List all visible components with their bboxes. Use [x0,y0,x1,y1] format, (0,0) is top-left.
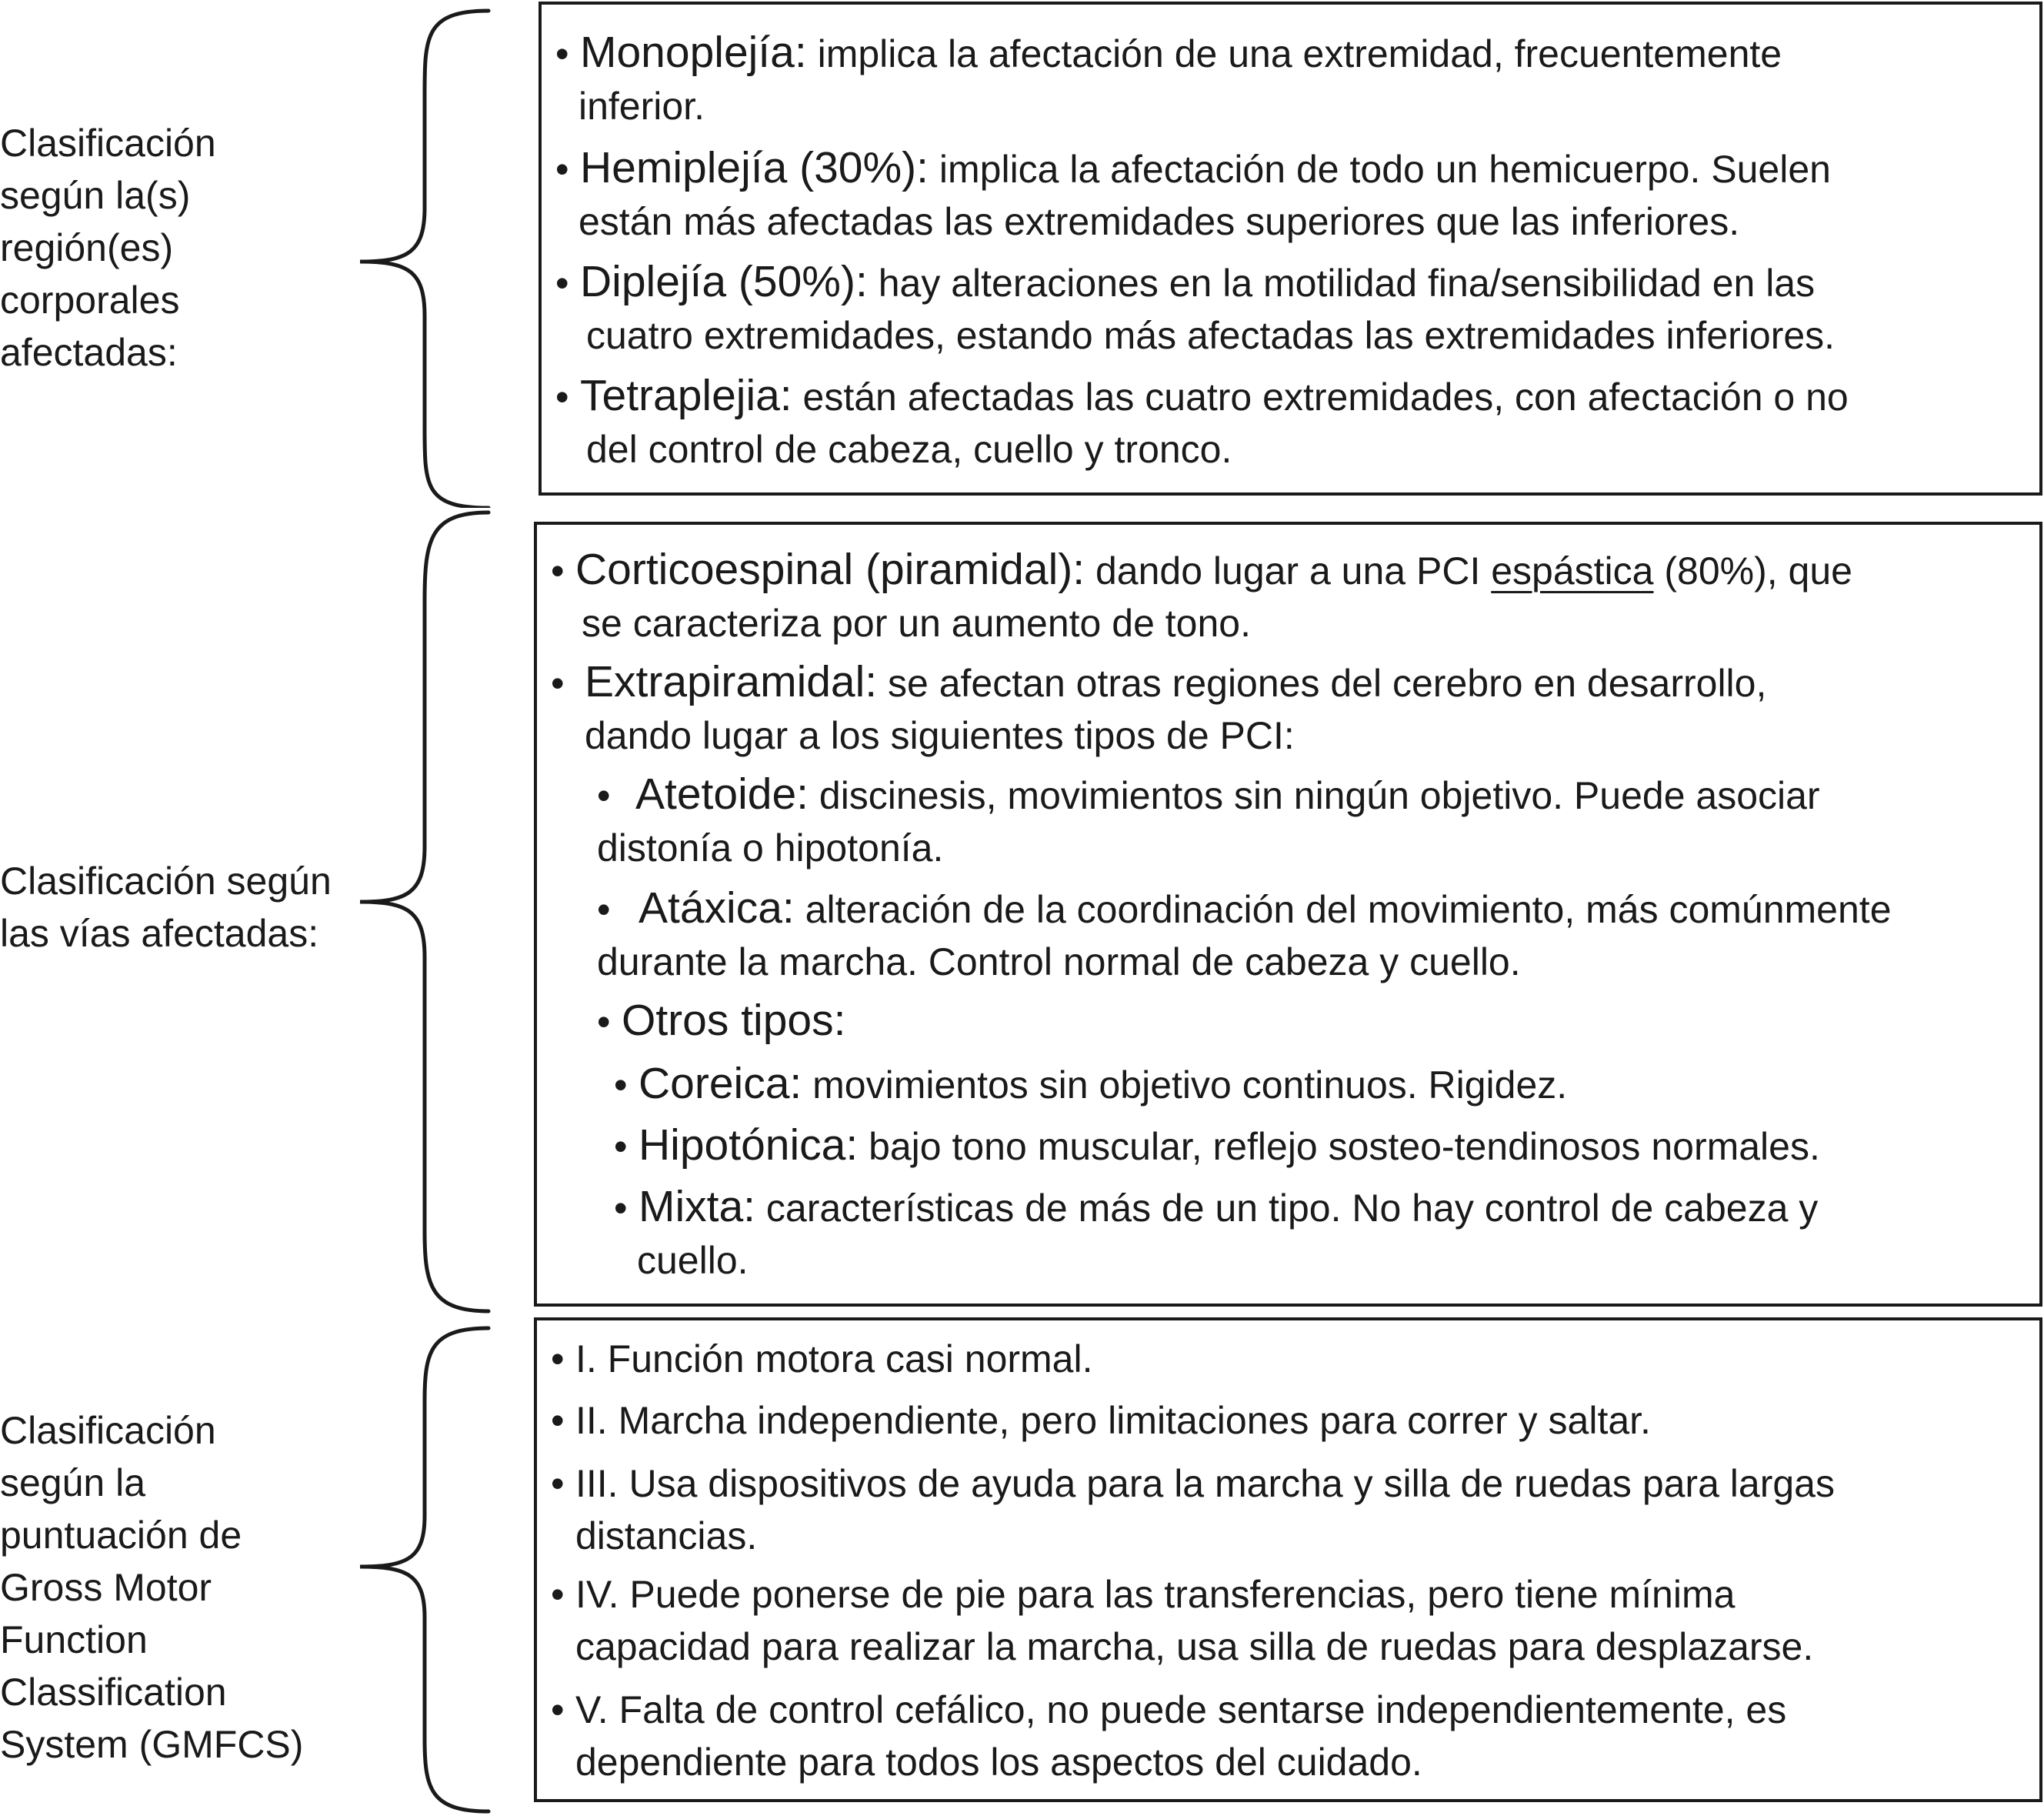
panel-body-regions [539,2,2042,496]
list-item-gmfcs-iv: • IV. Puede ponerse de pie para las transferencias, pero tiene mínima capacidad para realizar la marcha, usa silla de ruedas para desplazarse. [551,1573,1814,1668]
list-item-monoplejia: • Monoplejía: implica la afectación de una extremidad, frecuentemente inferior. [555,28,1782,128]
list-item-ataxica: • Atáxica: alteración de la coordinación del movimiento, más comúnmente durante la marcha. Control normal de cabeza y cuello. [597,883,1892,983]
category-label-body-regions: Clasificación según la(s) región(es) corporales afectadas: [0,122,216,374]
list-item-hemiplejia: • Hemiplejía (30%): implica la afectación de todo un hemicuerpo. Suelen están más afectadas las extremidades superiores que las inferiores. [555,143,1831,243]
curly-brace-3 [354,1324,492,1816]
curly-brace-2 [354,508,492,1316]
list-item-gmfcs-iii: • III. Usa dispositivos de ayuda para la marcha y silla de ruedas para largas distancias. [551,1462,1835,1557]
list-item-corticoespinal: • Corticoespinal (piramidal): dando lugar a una PCI espástica (80%), que se caracteriza por un aumento de tono. [551,545,1852,645]
list-item-otros-tipos: • Otros tipos: [597,996,846,1045]
category-label-affected-pathways: Clasificación según las vías afectadas: [0,860,332,955]
list-item-diplejia: • Diplejía (50%): hay alteraciones en la motilidad fina/sensibilidad en las cuatro extremidades, estando más afectadas las extremidades inferiores. [555,257,1836,357]
curly-brace-1 [354,8,492,508]
list-item-tetraplejia: • Tetraplejia: están afectadas las cuatro extremidades, con afectación o no del control de cabeza, cuello y tronco. [555,371,1849,471]
panel-gmfcs [534,1317,2042,1802]
list-item-mixta: • Mixta: características de más de un tipo. No hay control de cabeza y cuello. [614,1182,1819,1282]
list-item-hipotonica: • Hipotónica: bajo tono muscular, reflejo sosteo-tendinosos normales. [614,1120,1820,1170]
category-label-gmfcs: Clasificación según la puntuación de Gross Motor Function Classification System (GMFCS) [0,1409,304,1766]
list-item-gmfcs-i: • I. Función motora casi normal. [551,1337,1093,1380]
panel-affected-pathways [534,522,2042,1307]
list-item-gmfcs-v: • V. Falta de control cefálico, no puede sentarse independientemente, es dependiente para todos los aspectos del cuidado. [551,1688,1787,1784]
list-item-atetoide: • Atetoide: discinesis, movimientos sin ningún objetivo. Puede asociar distonía o hipotonía. [597,769,1820,870]
list-item-coreica: • Coreica: movimientos sin objetivo continuos. Rigidez. [614,1059,1568,1108]
espastica-underlined: espástica [1491,549,1654,593]
list-item-extrapiramidal: • Extrapiramidal: se afectan otras regiones del cerebro en desarrollo, dando lugar a los siguientes tipos de PCI: [551,657,1767,757]
list-item-gmfcs-ii: • II. Marcha independiente, pero limitaciones para correr y saltar. [551,1399,1651,1442]
